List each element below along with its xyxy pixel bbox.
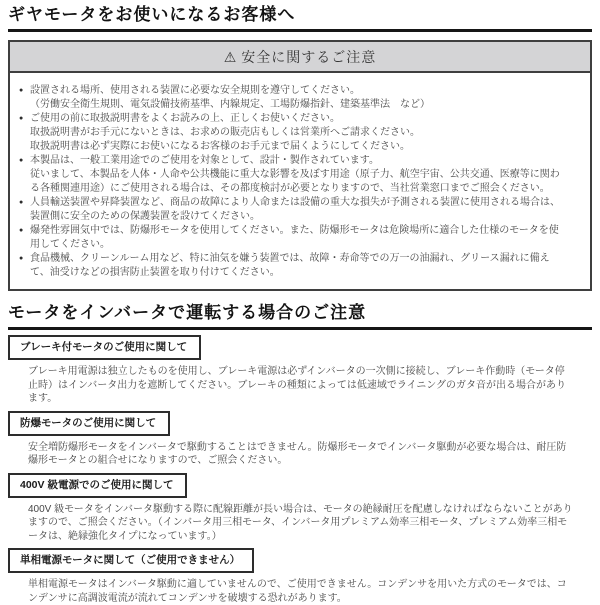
bullet-icon: ●: [17, 224, 30, 252]
list-item: [17, 112, 584, 154]
safety-item-line: ご使用の前に取扱説明書をよくお読みの上、正しくお使いください。: [30, 112, 584, 126]
subsection-paragraph: [28, 503, 592, 544]
safety-item-line: て、油受けなどの損害防止装置を取り付けてください。: [30, 266, 584, 280]
subsection-400v-power: [8, 468, 592, 544]
safety-item-line: 取扱説明書がお手元にないときは、お求めの販売店もしくは営業所へご請求ください。: [30, 126, 584, 140]
safety-item-line: 爆発性雰囲気中では、防爆形モータを使用してください。また、防爆形モータは危険場所に適合した仕様のモータを使: [30, 224, 584, 238]
inverter-section-title: モータをインバータで運転する場合のご注意: [8, 303, 592, 323]
inverter-section: [8, 303, 592, 605]
safety-item-line: る各種関連用途）にご使用される場合は、その都度検討が必要となりますので、当社営業窓口までご照会ください。: [30, 182, 584, 196]
list-item: [17, 252, 584, 280]
bullet-icon: ●: [17, 154, 30, 196]
subsection-paragraph: [28, 578, 592, 605]
safety-item-line: 本製品は、一般工業用途でのご使用を対象として、設計・製作されています。: [30, 154, 584, 168]
paragraph-line: ますので、ご照会ください。（インバータ用三相モータ、インバータ用プレミアム効率三相モータ、プレミアム効率三相モ: [28, 516, 592, 530]
page-title: ギヤモータをお使いになるお客様へ: [8, 5, 592, 25]
bullet-icon: ●: [17, 252, 30, 280]
list-item: [17, 196, 584, 224]
warning-triangle-icon: ⚠: [224, 49, 238, 65]
safety-item-line: 用してください。: [30, 238, 584, 252]
title-rule: [8, 29, 592, 32]
paragraph-line: 400V 級モータをインバータ駆動する際に配線距離が長い場合は、モータの絶縁耐圧を配慮しなければならないことがあり: [28, 503, 592, 517]
paragraph-line: ブレーキ用電源は独立したものを使用し、ブレーキ電源は必ずインバータの一次側に接続し、ブレーキ作動時（モータ停: [28, 365, 592, 379]
subsection-label: 400V 級電源でのご使用に関して: [8, 473, 187, 498]
paragraph-line: 爆形モータとの組合せになりますので、ご照会ください。: [28, 454, 592, 468]
subsection-explosion-proof-motor: [8, 406, 592, 468]
safety-item-line: （労働安全衛生規則、電気設備技術基準、内線規定、工場防爆指針、建築基準法 など）: [30, 98, 584, 112]
subsection-label: 防爆モータのご使用に関して: [8, 411, 170, 436]
subsection-label: 単相電源モータに関して（ご使用できません）: [8, 548, 254, 573]
safety-box-header: [10, 42, 590, 73]
list-item: [17, 84, 584, 112]
paragraph-line: 安全増防爆形モータをインバータで駆動することはできません。防爆形モータでインバータ駆動が必要な場合は、耐圧防: [28, 441, 592, 455]
safety-item-line: 設置される場所、使用される装置に必要な安全規則を遵守してください。: [30, 84, 584, 98]
bullet-icon: ●: [17, 112, 30, 154]
bullet-icon: ●: [17, 196, 30, 224]
subsection-brake-motor: [8, 330, 592, 406]
paragraph-line: 単相電源モータはインバータ駆動に適していませんので、ご使用できません。コンデンサを用いた方式のモータでは、コ: [28, 578, 592, 592]
subsection-label: ブレーキ付モータのご使用に関して: [8, 335, 201, 360]
paragraph-line: ます。: [28, 392, 592, 406]
safety-notice-box: [8, 40, 592, 291]
subsection-single-phase-motor: [8, 543, 592, 605]
subsection-paragraph: [28, 441, 592, 468]
safety-item-line: 食品機械、クリーンルーム用など、特に油気を嫌う装置では、故障・寿命等での万一の油漏れ、グリース漏れに備え: [30, 252, 584, 266]
safety-item-line: 人員輸送装置や昇降装置など、商品の故障により人命または設備の重大な損失が予測される装置に使用される場合は、: [30, 196, 584, 210]
list-item: [17, 224, 584, 252]
paragraph-line: ンデンサに高調波電流が流れてコンデンサを破壊する恐れがあります。: [28, 592, 592, 605]
paragraph-line: 止時）はインバータ出力を遮断してください。ブレーキの種類によっては低速域でライニングのガタ音が出る場合があり: [28, 379, 592, 393]
safety-item-line: 取扱説明書は必ず実際にお使いになるお客様のお手元まで届くようにしてください。: [30, 140, 584, 154]
subsection-paragraph: [28, 365, 592, 406]
safety-item-line: 装置側に安全のための保護装置を設けてください。: [30, 210, 584, 224]
list-item: [17, 154, 584, 196]
bullet-icon: ●: [17, 84, 30, 112]
paragraph-line: ータは、絶縁強化タイプになっています。）: [28, 530, 592, 544]
safety-box-heading: 安全に関するご注意: [241, 49, 376, 65]
safety-item-line: 従いまして、本製品を人体・人命や公共機能に重大な影響を及ぼす用途（原子力、航空宇宙、公共交通、医療等に関わ: [30, 168, 584, 182]
safety-box-body: [10, 73, 590, 289]
